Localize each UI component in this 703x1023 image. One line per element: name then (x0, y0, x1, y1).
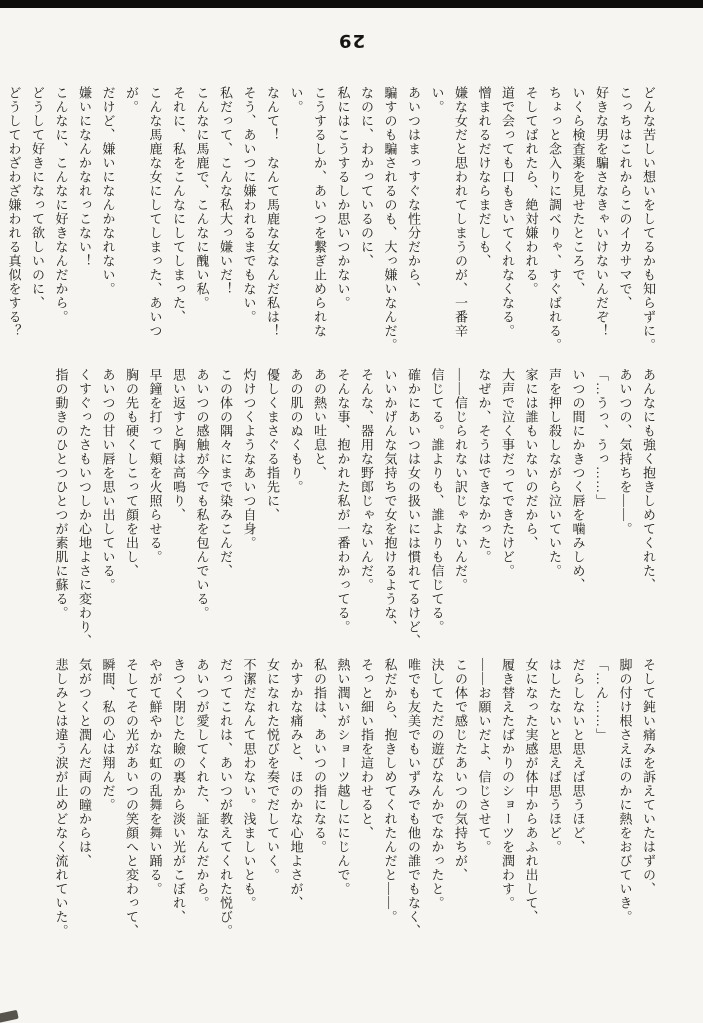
text-line: 熱い潤いがショーツ越しににじんで。 (335, 658, 351, 896)
text-line: 女になった実感が体中からあふれ出して、 (523, 658, 539, 924)
paragraph-middle (49, 368, 660, 650)
text-line: だってこれは、あいつが教えてくれた悦び。 (218, 658, 233, 938)
paragraph-bottom (49, 658, 660, 958)
text-line: こんなに、こんなに好きなんだから。 (53, 86, 69, 324)
text-line: 瞬間、私の心は翔んだ。 (100, 658, 116, 812)
text-line: 好きな男を騙さなきゃいけないんだぞ！ (594, 86, 609, 338)
text-line: 灼けつくようなあいつ自身。 (241, 368, 257, 550)
text-line: 不潔だなんて思わない。浅ましいとも。 (241, 658, 257, 910)
text-line: あの熱い吐息と、 (312, 368, 327, 480)
text-line: 家には誰もいないのだから、 (523, 368, 539, 550)
text-line: こうするしか、あいつを繋ぎ止められない。 (288, 86, 327, 338)
text-line: どうしてわざわざ嫌われる真似をする？ (6, 86, 22, 338)
text-line: 気がつくと潤んだ両の瞳からは、 (77, 658, 92, 868)
text-line: 私だって、こんな私大っ嫌いだ！ (218, 86, 233, 296)
text-line: 脚の付け根さえほのかに熱をおびていき。 (617, 658, 633, 924)
text-line: 憎まれるだけならまだしも、 (476, 86, 492, 268)
text-line: あいつの、気持ちを――。 (617, 368, 633, 536)
text-line: そしてばれたら、絶対嫌われる。 (523, 86, 539, 296)
text-line: 優しくまさぐる指先に、 (265, 368, 280, 522)
text-line: ――お願いだよ、信じさせて。 (476, 658, 492, 854)
text-line: どうして好きになって欲しいのに、 (30, 86, 45, 310)
text-line: あいつの甘い唇を思い出している。 (100, 368, 116, 592)
text-line: どんな苦しい想いをしてるかも知らずに。 (641, 86, 656, 352)
text-line: 思い返すと胸は高鳴り、 (171, 368, 186, 522)
text-line: そう、あいつに嫌われるまでもない。 (241, 86, 257, 324)
text-line: だけど、嫌いになんかなれない。 (100, 86, 116, 296)
text-line: そんな事、抱かれた私が一番わかってる。 (335, 368, 351, 634)
text-line: 履き替えたばかりのショーツを潤わす。 (500, 658, 515, 910)
text-line: あの肌のぬくもり。 (288, 368, 304, 494)
text-line: この体の隅々にまで染みこんだ、 (218, 368, 233, 578)
text-line: 指の動きのひとつひとつが素肌に蘇る。 (53, 368, 69, 620)
text-line: 「…うっ、うっ……」 (594, 368, 609, 508)
text-line: はしたないと思えば思うほど。 (547, 658, 562, 854)
text-line: こんな馬鹿な女にしてしまった、あいつが。 (124, 86, 163, 338)
text-line: やがて鮮やかな虹の乱舞を舞い踊る。 (147, 658, 163, 896)
text-line: いつの間にかきつく唇を噛みしめ、 (570, 368, 586, 592)
text-line: そして鈍い痛みを訴えていたはずの、 (641, 658, 656, 896)
text-line: 悲しみとは違う涙が止めどなく流れていた。 (53, 658, 69, 938)
text-line: 唯でも友美でもいずみでも他の誰でもなく、 (406, 658, 421, 938)
text-line: なんて！ なんて馬鹿な女なんだ私は！ (265, 86, 280, 338)
text-line: こんなに馬鹿で、こんなに醜い私。 (194, 86, 210, 310)
text-line: 道で会っても口もきいてくれなくなる。 (500, 86, 515, 338)
text-line: だらしないと思えば思うほど、 (570, 658, 586, 854)
text-line: 大声で泣く事だってできたけど。 (500, 368, 515, 578)
paragraph-top (0, 86, 660, 358)
text-line (0, 86, 2, 358)
text-line: それに、私をこんなにしてしまった、 (171, 86, 186, 324)
text-line: 信じてる。誰よりも、誰よりも信じてる。 (429, 368, 445, 634)
text-line: いくら検査薬を見せたところで、 (570, 86, 586, 296)
scan-edge-top (0, 0, 703, 8)
text-line: あいつが愛してくれた、証なんだから。 (194, 658, 210, 910)
text-line: 騙すのも騙されるのも、大っ嫌いなんだ。 (382, 86, 398, 352)
text-line: いいかげんな気持ちで女を抱けるような、 (382, 368, 398, 634)
text-line: 女になれた悦びを奏でだしていく。 (265, 658, 280, 882)
text-line: 決してただの遊びなんかでなかったと。 (429, 658, 445, 910)
text-line: そっと細い指を這わせると、 (359, 658, 374, 840)
text-line: 胸の先も硬くしこって顔を出し、 (124, 368, 139, 578)
text-line: ――信じられない訳じゃないんだ。 (453, 368, 468, 592)
text-line: くすぐったさもいつしか心地よさに変わり、 (77, 368, 92, 648)
text-line: なのに、わかっているのに、 (359, 86, 374, 268)
text-line: こっちはこれからこのイカサマで、 (617, 86, 633, 310)
page-number (0, 30, 703, 51)
text-line: 嫌いになんかなれっこない！ (77, 86, 92, 268)
page-number-text: 29 (337, 30, 366, 51)
text-line: あいつの感触が今でも私を包んでいる。 (194, 368, 210, 620)
text-line: 嫌な女だと思われてしまうのが、一番辛い。 (429, 86, 468, 338)
text-line: あいつはまっすぐな性分だから、 (406, 86, 421, 296)
text-line: あんなにも強く抱きしめてくれた、 (641, 368, 656, 592)
text-line: なぜか、そうはできなかった。 (476, 368, 492, 564)
text-line: 私だから、抱きしめてくれたんだと――。 (382, 658, 398, 924)
text-line: かすかな痛みと、ほのかな心地よさが、 (288, 658, 304, 910)
text-line: ちょっと念入りに調べりゃ、すぐばれる。 (547, 86, 562, 352)
text-line: きつく閉じた瞼の裏から淡い光がこぼれ、 (171, 658, 186, 924)
text-line: この体で感じたあいつの気持ちが、 (453, 658, 468, 882)
scan-smudge-bottom-left (0, 1010, 19, 1023)
text-line: 私の指は、あいつの指になる。 (312, 658, 327, 854)
text-line: 声を押し殺しながら泣いていた。 (547, 368, 562, 578)
text-line: 確かにあいつは女の扱いには慣れてるけど、 (406, 368, 421, 648)
text-line: そんな、器用な野郎じゃないんだ。 (359, 368, 374, 592)
text-line: 「…ん……」 (594, 658, 609, 742)
text-line: そしてその光があいつの笑顔へと変わって、 (124, 658, 139, 938)
text-line: 私にはこうするしか思いつかない。 (335, 86, 351, 310)
text-line: 早鐘を打って頬を火照らせる。 (147, 368, 163, 564)
